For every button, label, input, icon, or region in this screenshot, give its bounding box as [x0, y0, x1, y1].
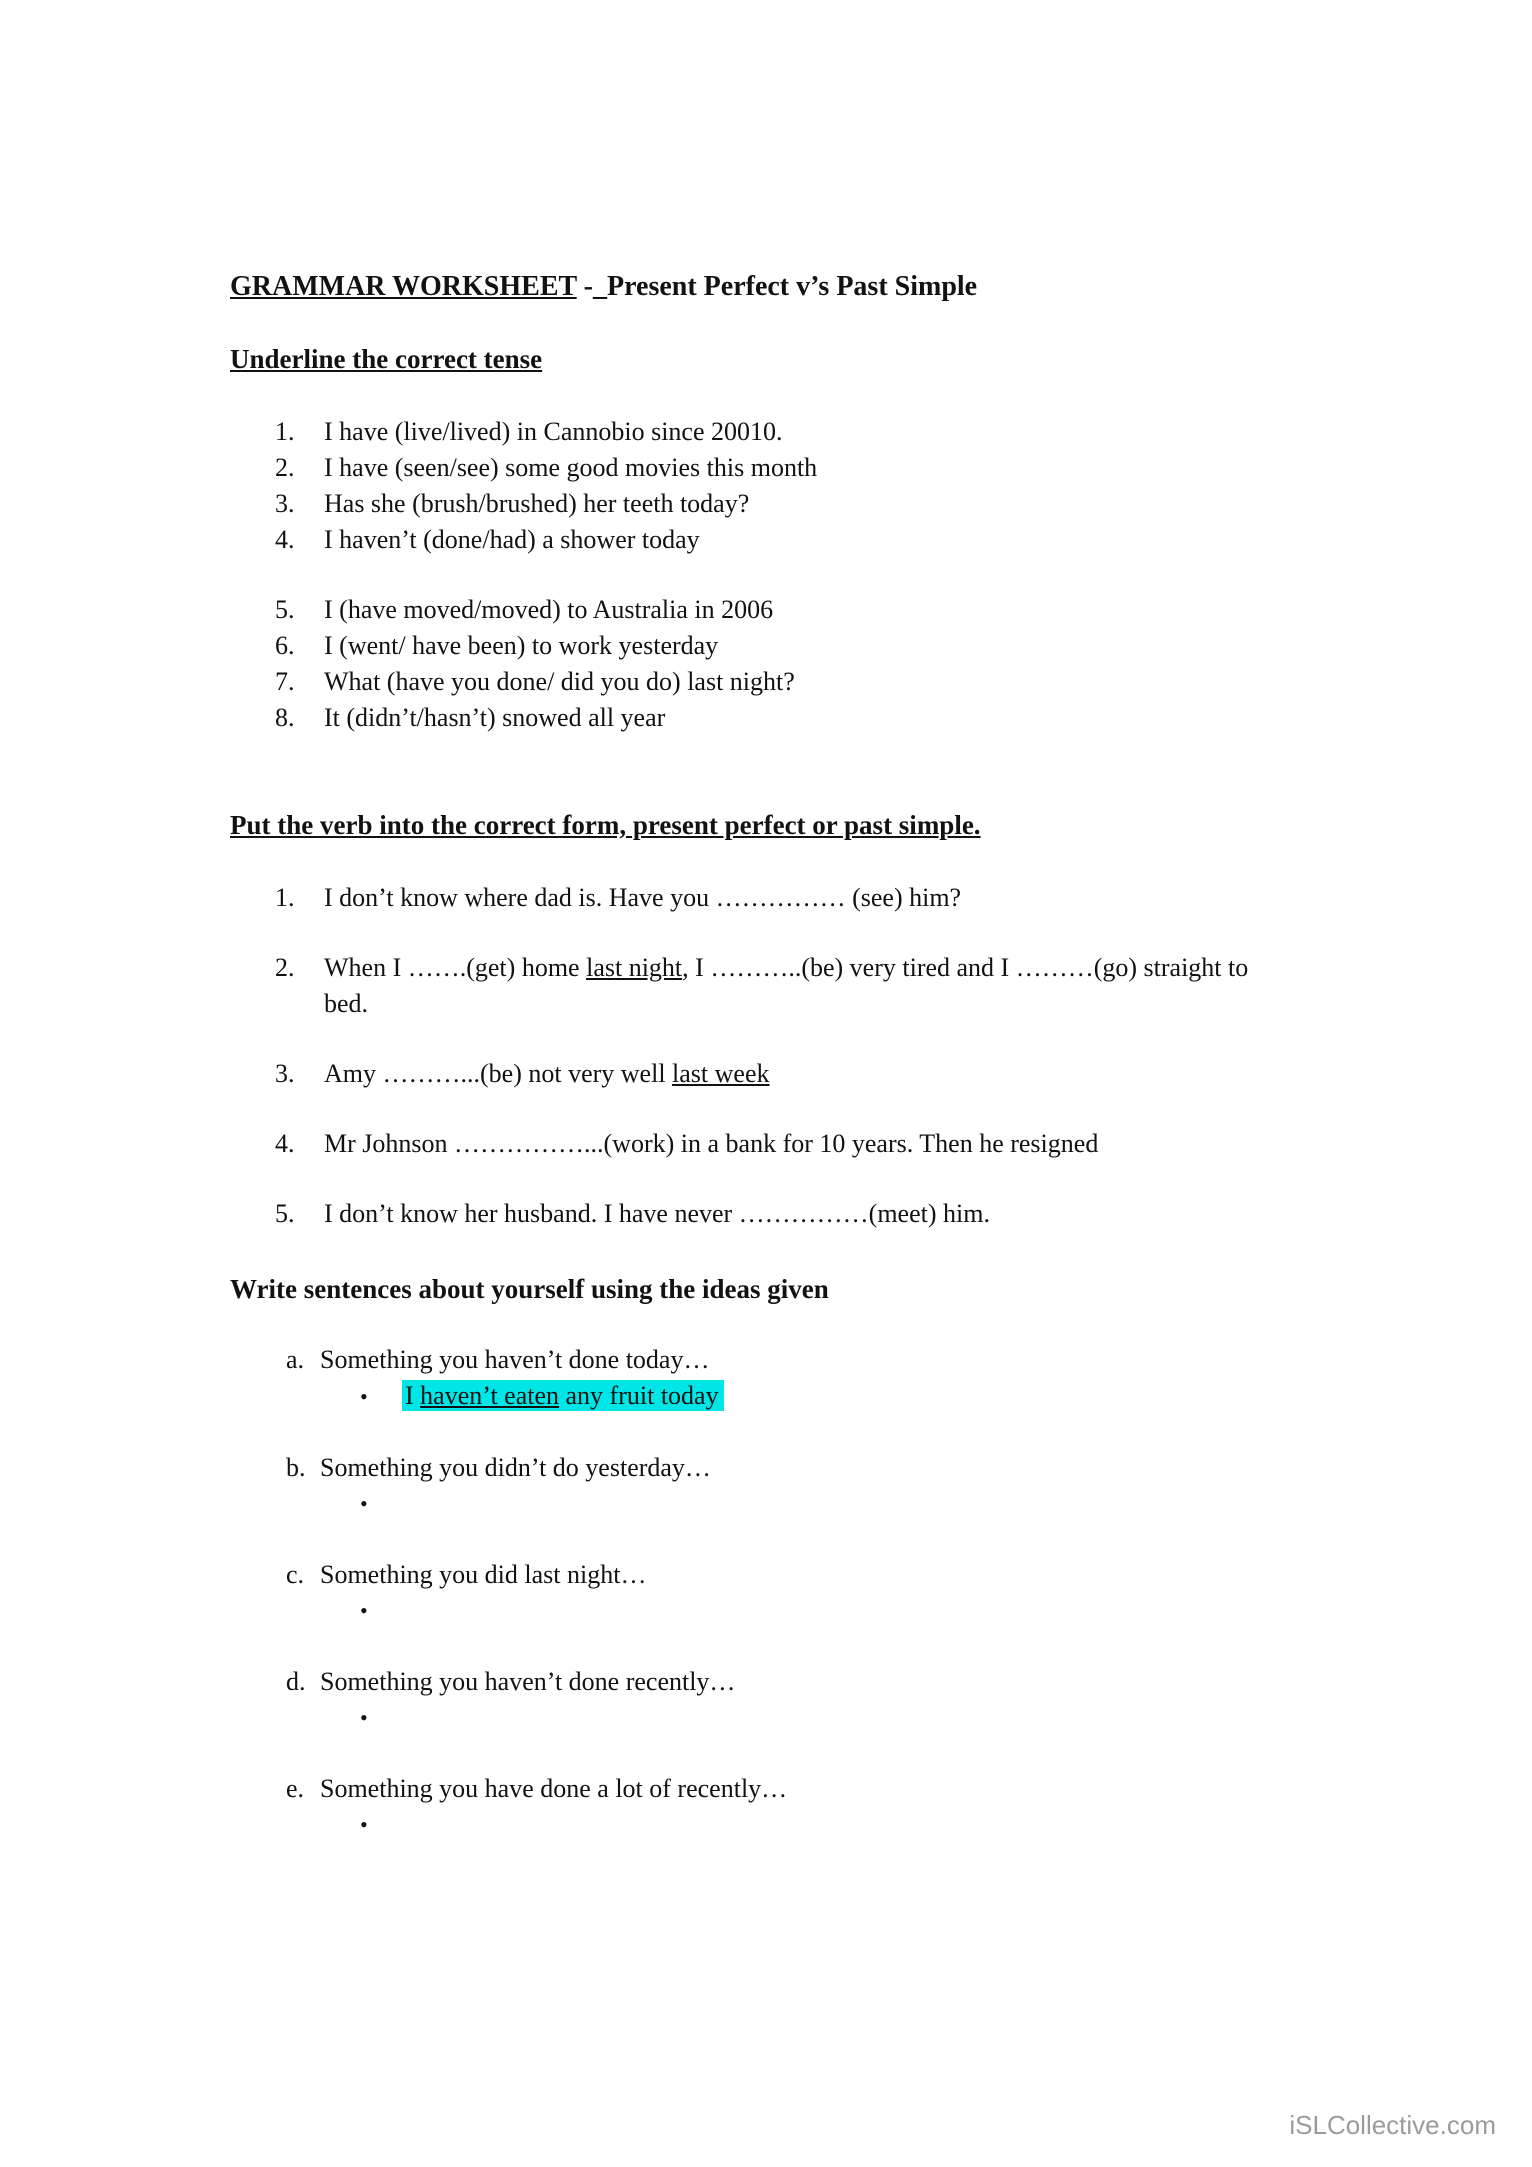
- prompt-item: [230, 1557, 1260, 1629]
- item-text-part: I don’t know where dad is. Have you …………… (see) him?: [324, 883, 962, 912]
- bullet-icon: •: [360, 1812, 368, 1837]
- watermark: iSLCollective.com: [1289, 2110, 1496, 2140]
- item-number: 3.: [275, 489, 295, 518]
- item-text-part: , I ………..(be) very tired and I ………(go) straight to bed.: [324, 953, 1249, 1018]
- answer-line: [230, 1807, 1260, 1843]
- item-number: 7.: [275, 667, 295, 696]
- item-text: I have (seen/see) some good movies this month: [324, 453, 818, 482]
- prompt-item: [230, 1664, 1260, 1736]
- prompt-item: [230, 1342, 1260, 1415]
- answer-line: [230, 1700, 1260, 1736]
- exercise1-group2: [230, 592, 1260, 736]
- item-letter: d.: [286, 1667, 306, 1696]
- item-text-part: Mr Johnson ……………...(work) in a bank for 10 years. Then he resigned: [324, 1129, 1099, 1158]
- item-text-part: Amy ………...(be) not very well: [324, 1059, 673, 1088]
- item-text: What (have you done/ did you do) last night?: [324, 667, 795, 696]
- item-number: 8.: [275, 703, 295, 732]
- list-item: [230, 950, 1260, 1022]
- worksheet-content: [230, 268, 1260, 1878]
- prompt-line: [230, 1557, 1260, 1593]
- highlighted-answer: [402, 1380, 724, 1411]
- item-text: It (didn’t/hasn’t) snowed all year: [324, 703, 666, 732]
- item-text: I (have moved/moved) to Australia in 2006: [324, 595, 774, 624]
- prompt-item: [230, 1771, 1260, 1843]
- prompt-line: [230, 1771, 1260, 1807]
- item-number: 1.: [275, 417, 295, 446]
- exercise1-heading: Underline the correct tense: [230, 344, 543, 374]
- prompt-line: [230, 1342, 1260, 1378]
- item-number: 6.: [275, 631, 295, 660]
- worksheet-title-subtitle: -_Present Perfect v’s Past Simple: [576, 271, 978, 302]
- answer-underlined: haven’t eaten: [420, 1381, 560, 1410]
- item-text: I haven’t (done/had) a shower today: [324, 525, 700, 554]
- item-number: 2.: [275, 953, 295, 982]
- item-letter: e.: [286, 1774, 305, 1803]
- item-letter: c.: [286, 1560, 305, 1589]
- exercise3-heading: Write sentences about yourself using the ideas given: [230, 1274, 829, 1304]
- list-item: [230, 414, 1260, 450]
- item-number: 4.: [275, 525, 295, 554]
- list-item: [230, 592, 1260, 628]
- answer-part: I: [405, 1381, 421, 1410]
- item-text: [324, 1196, 1260, 1232]
- item-text-underlined: last night: [586, 953, 683, 982]
- item-letter: b.: [286, 1453, 306, 1482]
- list-item: [230, 522, 1260, 558]
- answer-line: [230, 1593, 1260, 1629]
- worksheet-title: [230, 268, 1260, 306]
- answer-line: [230, 1486, 1260, 1522]
- list-item: [230, 1056, 1260, 1092]
- list-item: [230, 486, 1260, 522]
- item-text-part: I don’t know her husband. I have never ……………(meet) him.: [324, 1199, 990, 1228]
- list-item: [230, 628, 1260, 664]
- item-number: 1.: [275, 883, 295, 912]
- list-item: [230, 664, 1260, 700]
- prompt-text: Something you have done a lot of recently…: [320, 1774, 788, 1803]
- answer-line: [230, 1378, 1260, 1415]
- exercise1-group1: [230, 414, 1260, 558]
- prompt-text: Something you did last night…: [320, 1560, 647, 1589]
- item-text: I have (live/lived) in Cannobio since 20010.: [324, 417, 783, 446]
- exercise2-heading: Put the verb into the correct form, present perfect or past simple.: [230, 810, 981, 840]
- prompt-line: [230, 1450, 1260, 1486]
- item-number: 4.: [275, 1129, 295, 1158]
- list-item: [230, 450, 1260, 486]
- item-text: [324, 1126, 1260, 1162]
- prompt-line: [230, 1664, 1260, 1700]
- prompt-text: Something you didn’t do yesterday…: [320, 1453, 711, 1482]
- item-number: 3.: [275, 1059, 295, 1088]
- item-letter: a.: [286, 1345, 305, 1374]
- list-item: [230, 700, 1260, 736]
- item-text-part: When I …….(get) home: [324, 953, 587, 982]
- item-text: I (went/ have been) to work yesterday: [324, 631, 719, 660]
- prompt-item: [230, 1450, 1260, 1522]
- bullet-icon: •: [360, 1491, 368, 1516]
- bullet-icon: •: [360, 1705, 368, 1730]
- item-number: 5.: [275, 595, 295, 624]
- list-item: [230, 880, 1260, 916]
- prompt-text: Something you haven’t done recently…: [320, 1667, 736, 1696]
- item-number: 5.: [275, 1199, 295, 1228]
- item-text: [324, 880, 1260, 916]
- exercise3-list: [230, 1342, 1260, 1843]
- bullet-icon: •: [360, 1384, 368, 1409]
- prompt-text: Something you haven’t done today…: [320, 1345, 710, 1374]
- item-text-underlined: last week: [672, 1059, 770, 1088]
- worksheet-title-main: GRAMMAR WORKSHEET: [230, 271, 577, 302]
- bullet-icon: •: [360, 1598, 368, 1623]
- list-item: [230, 1126, 1260, 1162]
- list-item: [230, 1196, 1260, 1232]
- exercise2-list: [230, 880, 1260, 1232]
- item-text: [324, 950, 1260, 1022]
- answer-text: [402, 1378, 1260, 1414]
- item-text: [324, 1056, 1260, 1092]
- answer-part: any fruit today: [559, 1381, 719, 1410]
- item-number: 2.: [275, 453, 295, 482]
- item-text: Has she (brush/brushed) her teeth today?: [324, 489, 750, 518]
